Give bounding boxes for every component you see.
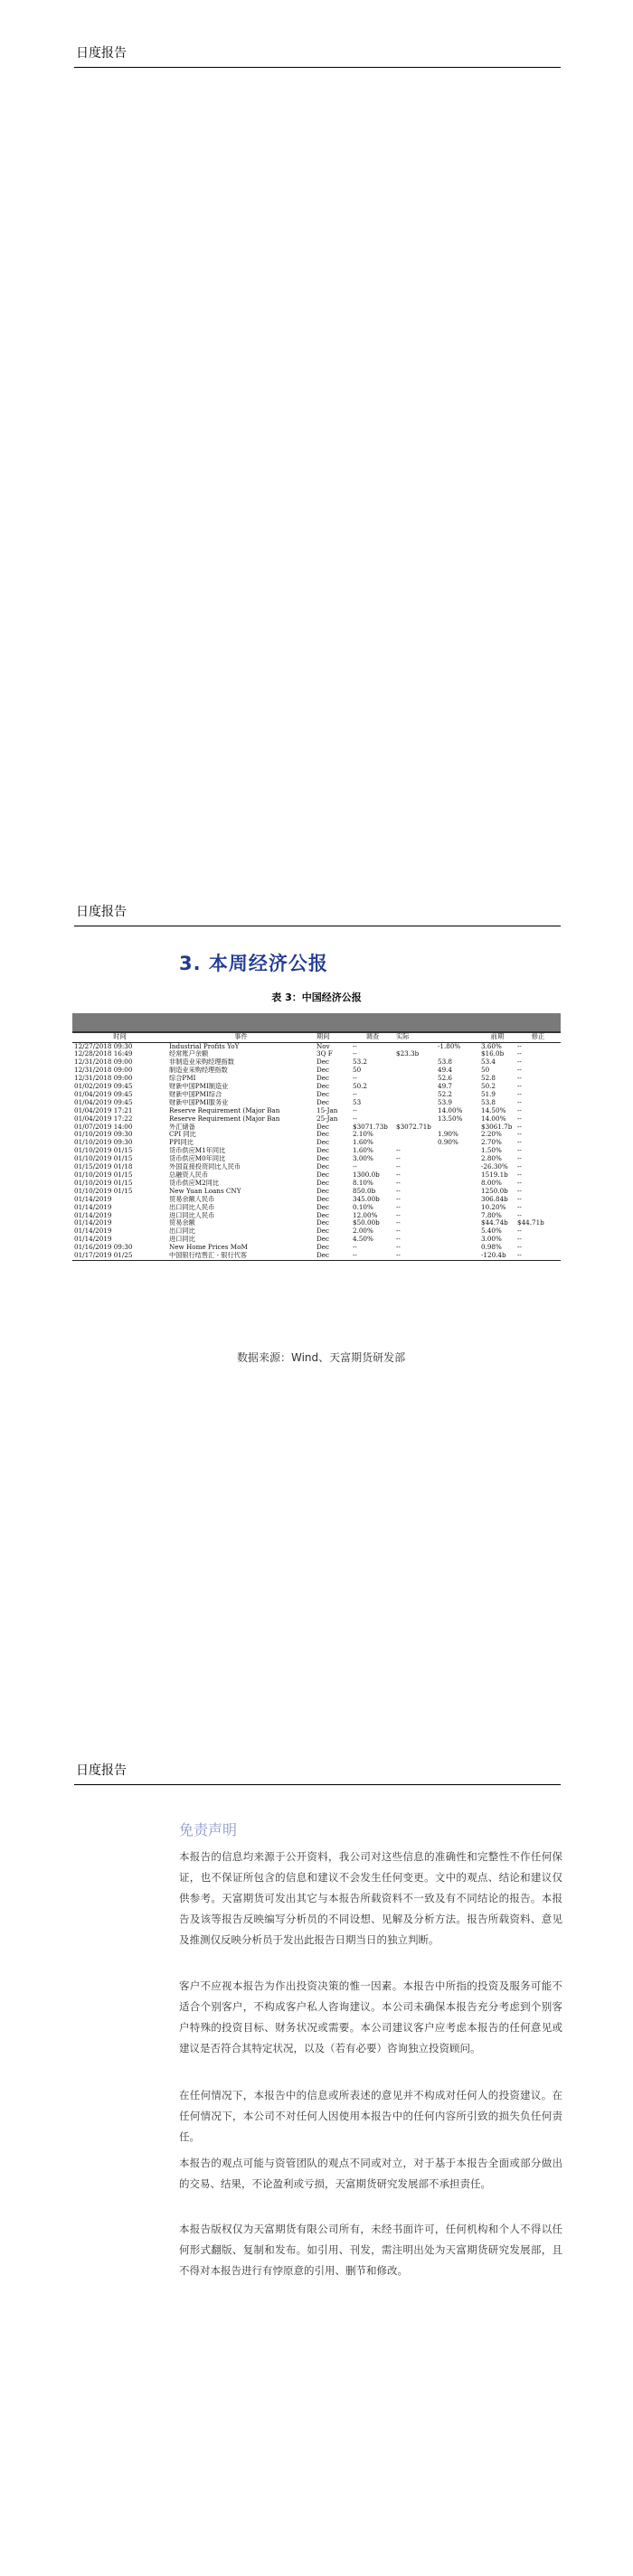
- table-cell: $44.71b: [517, 1219, 544, 1227]
- table-cell: 850.0b: [353, 1187, 376, 1195]
- table-row: [72, 1204, 561, 1212]
- table-cell: --: [517, 1171, 522, 1179]
- page-header-2: [74, 907, 561, 926]
- table-cell: 01/14/2019: [74, 1219, 112, 1227]
- table-row: [72, 1099, 561, 1107]
- table-row: [72, 1058, 561, 1067]
- table-cell: 50.2: [353, 1083, 368, 1091]
- column-header: 事件: [167, 1033, 315, 1042]
- column-header: 时间: [72, 1033, 167, 1042]
- table-cell: --: [396, 1179, 401, 1187]
- table-cell: 12.00%: [353, 1211, 378, 1219]
- table-cell: --: [515, 1252, 561, 1260]
- column-header: 前期: [479, 1033, 515, 1042]
- economic-bulletin-table: [72, 1033, 561, 1261]
- table-cell: 外国直接投资同比人民币: [169, 1163, 241, 1171]
- table-cell: 01/07/2019 14:00: [74, 1123, 133, 1131]
- table-cell: Dec: [316, 1236, 330, 1244]
- table-cell: 01/10/2019 01/15: [74, 1187, 133, 1195]
- table-cell: --: [396, 1211, 401, 1219]
- table-cell: CPI 同比: [169, 1131, 196, 1139]
- table-cell: 345.00b: [353, 1195, 380, 1203]
- table-cell: Dec: [316, 1227, 330, 1236]
- table-row: [72, 1091, 561, 1099]
- table-row: [72, 1083, 561, 1091]
- table-cell: 总融资人民币: [169, 1171, 209, 1179]
- table-cell: 4.50%: [353, 1236, 373, 1244]
- table-header-row: [72, 1033, 561, 1042]
- table-cell: [436, 1180, 479, 1188]
- table-cell: 2.20%: [481, 1131, 502, 1139]
- table-cell: Dec: [316, 1131, 330, 1139]
- table-cell: 0.90%: [438, 1139, 458, 1147]
- table-cell: --: [517, 1067, 522, 1075]
- table-cell: Dec: [316, 1123, 330, 1131]
- table-cell: [436, 1188, 479, 1196]
- table-cell: 50: [353, 1067, 362, 1075]
- table-cell: --: [396, 1236, 401, 1244]
- table-cell: --: [517, 1139, 522, 1147]
- table-row: [72, 1212, 561, 1220]
- column-header: 调查: [351, 1033, 394, 1042]
- table-row: [72, 1067, 561, 1075]
- table-cell: --: [396, 1147, 401, 1155]
- header-label: 日度报告: [76, 905, 127, 919]
- section-title: 3. 本周经济公报: [179, 953, 328, 974]
- table-cell: [394, 1099, 436, 1107]
- table-cell: 53.9: [438, 1098, 453, 1106]
- table-cell: Reserve Requirement (Major Ban: [169, 1114, 280, 1123]
- table-row: [72, 1050, 561, 1058]
- table-cell: -1.80%: [438, 1042, 461, 1050]
- table-cell: --: [517, 1195, 522, 1203]
- table-cell: New Home Prices MoM: [169, 1244, 248, 1252]
- table-cell: [394, 1058, 436, 1067]
- table-cell: --: [351, 1252, 394, 1260]
- table-cell: 0.10%: [353, 1203, 373, 1211]
- table-cell: 14.00%: [481, 1114, 506, 1123]
- table-cell: Dec: [316, 1195, 330, 1203]
- table-cell: $3072.71b: [396, 1123, 431, 1131]
- table-row: [72, 1123, 561, 1132]
- table-cell: 出口同比: [169, 1227, 195, 1236]
- table-cell: [436, 1050, 479, 1058]
- table-cell: --: [353, 1050, 357, 1058]
- table-cell: 0.98%: [481, 1244, 502, 1252]
- table-cell: 1519.1b: [481, 1171, 508, 1179]
- table-cell: 1.60%: [353, 1139, 373, 1147]
- table-cell: [436, 1196, 479, 1204]
- table-cell: 01/15/2019 01/18: [74, 1163, 133, 1171]
- table-cell: --: [517, 1083, 522, 1091]
- table-row: [72, 1188, 561, 1196]
- table-row: [72, 1196, 561, 1204]
- table-cell: 综合PMI: [169, 1075, 196, 1083]
- table-cell: 01/14/2019: [74, 1203, 112, 1211]
- table-cell: Dec: [316, 1171, 330, 1179]
- table-cell: 306.84b: [481, 1195, 508, 1203]
- table-cell: 25-Jan: [316, 1114, 338, 1123]
- table-cell: 12/28/2018 16:49: [74, 1050, 133, 1058]
- table-cell: --: [396, 1227, 401, 1236]
- table-cell: 8.00%: [481, 1179, 502, 1187]
- table-cell: [436, 1123, 479, 1132]
- table-cell: [394, 1139, 436, 1147]
- table-cell: --: [517, 1236, 522, 1244]
- table-cell: 51.9: [481, 1090, 496, 1098]
- column-header: 修正: [515, 1033, 561, 1042]
- disclaimer-paragraph: 本报告的观点可能与资管团队的观点不同或对立，对于基于本报告全面或部分做出的交易、结果，不论盈利或亏损，天富期货研究发展部不承担责任。: [179, 2157, 562, 2190]
- table-cell: --: [353, 1090, 357, 1098]
- table-cell: [394, 1083, 436, 1091]
- table-cell: 3.60%: [481, 1042, 502, 1050]
- table-cell: Dec: [316, 1244, 330, 1252]
- table-cell: 01/10/2019 01/15: [74, 1155, 133, 1163]
- table-cell: [436, 1163, 479, 1171]
- table-cell: 1.90%: [438, 1131, 458, 1139]
- table-cell: $50.00b: [353, 1219, 380, 1227]
- table-cell: --: [517, 1090, 522, 1098]
- table-cell: --: [353, 1244, 357, 1252]
- table-cell: Dec: [316, 1187, 330, 1195]
- table-cell: --: [396, 1244, 401, 1252]
- table-cell: 贸易余额: [169, 1219, 195, 1227]
- table-cell: --: [353, 1106, 357, 1114]
- table-row: [72, 1236, 561, 1244]
- table-cell: 01/04/2019 09:45: [74, 1090, 133, 1098]
- table-row: [72, 1139, 561, 1147]
- table-cell: 49.4: [438, 1067, 453, 1075]
- table-row: [72, 1155, 561, 1163]
- table-cell: $23.3b: [396, 1050, 420, 1058]
- table-cell: 12/31/2018 09:00: [74, 1058, 133, 1067]
- table-cell: 10.20%: [481, 1203, 506, 1211]
- table-cell: --: [517, 1131, 522, 1139]
- table-cell: --: [517, 1163, 522, 1171]
- table-cell: 50: [481, 1067, 490, 1075]
- table-cell: --: [517, 1123, 522, 1131]
- table-cell: --: [517, 1187, 522, 1195]
- table-row: [72, 1219, 561, 1227]
- table-cell: 12/27/2018 09:30: [74, 1042, 133, 1050]
- disclaimer-paragraph: 本报告的信息均来源于公开资料，我公司对这些信息的准确性和完整性不作任何保证，也不保证所包含的信息和建议不会发生任何变更。文中的观点、结论和建议仅供参考。天富期货可发出其它与本报告所载资料不一致及有不同结论的报告。本报告及该等报告反映编写分析员的不同设想、见解及分析方法。报告所载资料、意见及推测仅反映分析员于发出此报告日期当日的独立判断。: [179, 1850, 562, 1946]
- table-cell: Dec: [316, 1219, 330, 1227]
- header-label: 日度报告: [76, 46, 127, 61]
- table-cell: Dec: [316, 1155, 330, 1163]
- table-cell: 53.8: [438, 1058, 453, 1067]
- table-cell: 01/04/2019 17:21: [74, 1106, 133, 1114]
- table-cell: 进口同比: [169, 1236, 195, 1244]
- table-cell: Dec: [316, 1203, 330, 1211]
- table-cell: 01/14/2019: [74, 1195, 112, 1203]
- table-cell: [436, 1147, 479, 1155]
- table-cell: 01/10/2019 01/15: [74, 1171, 133, 1179]
- table-cell: --: [517, 1179, 522, 1187]
- table-cell: --: [517, 1155, 522, 1163]
- table-cell: 外汇储备: [169, 1123, 195, 1131]
- table-cell: 中国银行结售汇 - 银行代客: [167, 1252, 315, 1260]
- table-cell: --: [517, 1147, 522, 1155]
- table-cell: Industrial Profits YoY: [169, 1042, 240, 1050]
- table-cell: 3Q F: [316, 1050, 333, 1058]
- table-cell: 01/16/2019 09:30: [74, 1244, 133, 1252]
- table-cell: 01/14/2019: [74, 1227, 112, 1236]
- table-cell: --: [396, 1195, 401, 1203]
- table-cell: [436, 1219, 479, 1227]
- table-cell: 13.50%: [438, 1114, 463, 1123]
- table-cell: -120.4b: [479, 1252, 515, 1260]
- table-cell: 3.00%: [481, 1236, 502, 1244]
- table-cell: 01/04/2019 17:22: [74, 1114, 133, 1123]
- table-cell: 出口同比人民币: [169, 1203, 215, 1211]
- table-cell: $3071.73b: [353, 1123, 388, 1131]
- table-cell: 01/04/2019 09:45: [74, 1098, 133, 1106]
- table-cell: 5.40%: [481, 1227, 502, 1236]
- table-row: [72, 1147, 561, 1155]
- table-cell: --: [517, 1211, 522, 1219]
- table-cell: $44.74b: [481, 1219, 508, 1227]
- table-row: [72, 1163, 561, 1171]
- table-cell: 12/31/2018 09:00: [74, 1075, 133, 1083]
- table-cell: 01/10/2019 01/15: [74, 1179, 133, 1187]
- table-cell: 货币供应M0年同比: [169, 1155, 226, 1163]
- column-header: 期间: [315, 1033, 351, 1042]
- table-cell: 53.8: [481, 1098, 496, 1106]
- table-cell: --: [396, 1219, 401, 1227]
- table-cell: --: [517, 1106, 522, 1114]
- table-cell: 1300.0b: [353, 1171, 380, 1179]
- table-cell: 进口同比人民币: [169, 1211, 215, 1219]
- column-header: 实际: [394, 1033, 436, 1042]
- table-cell: 7.80%: [481, 1211, 502, 1219]
- table-cell: 制造业采购经理指数: [169, 1067, 228, 1075]
- table-row: [72, 1252, 561, 1260]
- table-cell: --: [517, 1042, 522, 1050]
- table-cell: Dec: [315, 1252, 351, 1260]
- table-cell: [394, 1042, 436, 1050]
- table-cell: 01/14/2019: [74, 1236, 112, 1244]
- table-cell: 货币供应M1年同比: [169, 1147, 226, 1155]
- table-cell: 2.00%: [353, 1227, 373, 1236]
- table-cell: [394, 1067, 436, 1075]
- table-cell: 1250.0b: [481, 1187, 508, 1195]
- table-cell: [436, 1227, 479, 1236]
- table-cell: 14.00%: [438, 1106, 463, 1114]
- table-cell: 01/17/2019 01/25: [72, 1252, 167, 1260]
- table-cell: 14.50%: [481, 1106, 506, 1114]
- table-cell: 01/10/2019 09:30: [74, 1139, 133, 1147]
- table-cell: --: [396, 1155, 401, 1163]
- table-cell: Dec: [316, 1083, 330, 1091]
- table-cell: 53.2: [353, 1058, 368, 1067]
- table-row: [72, 1115, 561, 1123]
- table-header-bar: [72, 1013, 561, 1033]
- table-cell: --: [517, 1244, 522, 1252]
- table-cell: Reserve Requirement (Major Ban: [169, 1106, 280, 1114]
- table-cell: 贸易余额人民币: [169, 1195, 215, 1203]
- table-cell: 财新中国PMI综合: [169, 1090, 222, 1098]
- table-cell: 2.80%: [481, 1155, 502, 1163]
- table-cell: --: [517, 1114, 522, 1123]
- table-cell: 12/31/2018 09:00: [74, 1067, 133, 1075]
- table-cell: [436, 1244, 479, 1252]
- table-cell: --: [517, 1227, 522, 1236]
- table-cell: 2.70%: [481, 1139, 502, 1147]
- table-cell: Dec: [316, 1075, 330, 1083]
- table-row: [72, 1171, 561, 1180]
- table-cell: 01/10/2019 01/15: [74, 1147, 133, 1155]
- economic-table: [72, 1013, 561, 1261]
- table-cell: Dec: [316, 1067, 330, 1075]
- table-cell: 53: [353, 1098, 362, 1106]
- disclaimer-title: 免责声明: [179, 1821, 238, 1838]
- table-cell: 财新中国PMI制造业: [169, 1083, 229, 1091]
- table-cell: Dec: [316, 1139, 330, 1147]
- table-cell: 01/10/2019 09:30: [74, 1131, 133, 1139]
- table-cell: $16.0b: [481, 1050, 505, 1058]
- table-cell: [436, 1252, 479, 1260]
- table-cell: [436, 1155, 479, 1163]
- table-cell: Dec: [316, 1058, 330, 1067]
- table-cell: --: [517, 1058, 522, 1067]
- table-cell: PPI同比: [169, 1139, 194, 1147]
- table-caption: 表 3：中国经济公报: [271, 992, 362, 1003]
- disclaimer-paragraph: 本报告版权仅为天富期货有限公司所有，未经书面许可，任何机构和个人不得以任何形式翻版、复制和发布。如引用、刊发，需注明出处为天富期货研究发展部，且不得对本报告进行有悖原意的引用、删节和修改。: [179, 2223, 562, 2277]
- table-cell: 8.10%: [353, 1179, 373, 1187]
- table-cell: 52.8: [481, 1075, 496, 1083]
- disclaimer-paragraph: 客户不应视本报告为作出投资决策的惟一因素。本报告中所指的投资及服务可能不适合个别客户，不构成客户私人咨询建议。本公司未确保本报告充分考虑到个别客户特殊的投资目标、财务状况或需要。本公司建议客户应考虑本报告的任何意见或建议是否符合其特定状况，以及（若有必要）咨询独立投资顾问。: [179, 1979, 562, 2054]
- table-cell: [394, 1107, 436, 1115]
- table-cell: $3061.7b: [481, 1123, 513, 1131]
- table-cell: Dec: [316, 1098, 330, 1106]
- table-row: [72, 1131, 561, 1139]
- table-cell: 01/02/2019 09:45: [74, 1083, 133, 1091]
- table-row: [72, 1107, 561, 1115]
- table-cell: --: [353, 1163, 357, 1171]
- table-cell: New Yuan Loans CNY: [169, 1187, 241, 1195]
- table-cell: [394, 1075, 436, 1083]
- table-cell: 经常账户余额: [169, 1050, 209, 1058]
- table-cell: 50.2: [481, 1083, 496, 1091]
- table-row: [72, 1180, 561, 1188]
- table-cell: Nov: [316, 1042, 330, 1050]
- table-cell: 1.50%: [481, 1147, 502, 1155]
- table-cell: 3.00%: [353, 1155, 373, 1163]
- table-cell: --: [394, 1252, 436, 1260]
- table-cell: 52.2: [438, 1090, 453, 1098]
- table-row: [72, 1042, 561, 1050]
- table-cell: [436, 1204, 479, 1212]
- table-cell: --: [517, 1098, 522, 1106]
- table-cell: -26.30%: [481, 1163, 508, 1171]
- table-cell: 01/14/2019: [74, 1211, 112, 1219]
- table-cell: --: [396, 1187, 401, 1195]
- disclaimer-paragraph: 在任何情况下，本报告中的信息或所表述的意见并不构成对任何人的投资建议。在任何情况下，本公司不对任何人因使用本报告中的任何内容所引致的损失负任何责任。: [179, 2089, 562, 2143]
- table-cell: --: [517, 1050, 522, 1058]
- page-header-1: [74, 48, 561, 68]
- table-cell: --: [396, 1163, 401, 1171]
- table-cell: 财新中国PMI服务业: [169, 1098, 229, 1106]
- data-source: 数据来源：Wind、天富期货研发部: [237, 1351, 406, 1364]
- table-cell: 2.10%: [353, 1131, 373, 1139]
- table-cell: --: [353, 1075, 357, 1083]
- table-cell: --: [353, 1114, 357, 1123]
- table-cell: 53.4: [481, 1058, 496, 1067]
- page-header-3: [74, 1765, 561, 1785]
- table-cell: --: [396, 1171, 401, 1179]
- table-cell: Dec: [316, 1211, 330, 1219]
- table-cell: --: [396, 1203, 401, 1211]
- table-cell: [436, 1171, 479, 1180]
- table-cell: 49.7: [438, 1083, 453, 1091]
- table-cell: Dec: [316, 1147, 330, 1155]
- table-cell: [394, 1115, 436, 1123]
- column-header: [436, 1033, 479, 1042]
- table-cell: Dec: [316, 1090, 330, 1098]
- table-cell: 货币供应M2同比: [169, 1179, 220, 1187]
- table-cell: --: [517, 1075, 522, 1083]
- table-cell: [436, 1212, 479, 1220]
- table-cell: [436, 1236, 479, 1244]
- header-label: 日度报告: [76, 1763, 127, 1778]
- table-cell: 15-Jan: [316, 1106, 338, 1114]
- table-cell: Dec: [316, 1163, 330, 1171]
- table-cell: 1.60%: [353, 1147, 373, 1155]
- table-row: [72, 1075, 561, 1083]
- table-cell: [394, 1131, 436, 1139]
- table-cell: 非制造业采购经理指数: [169, 1058, 234, 1067]
- table-cell: Dec: [316, 1179, 330, 1187]
- table-row: [72, 1244, 561, 1252]
- table-cell: 52.6: [438, 1075, 453, 1083]
- table-row: [72, 1227, 561, 1236]
- table-cell: [394, 1091, 436, 1099]
- table-cell: --: [517, 1203, 522, 1211]
- table-cell: --: [353, 1042, 357, 1050]
